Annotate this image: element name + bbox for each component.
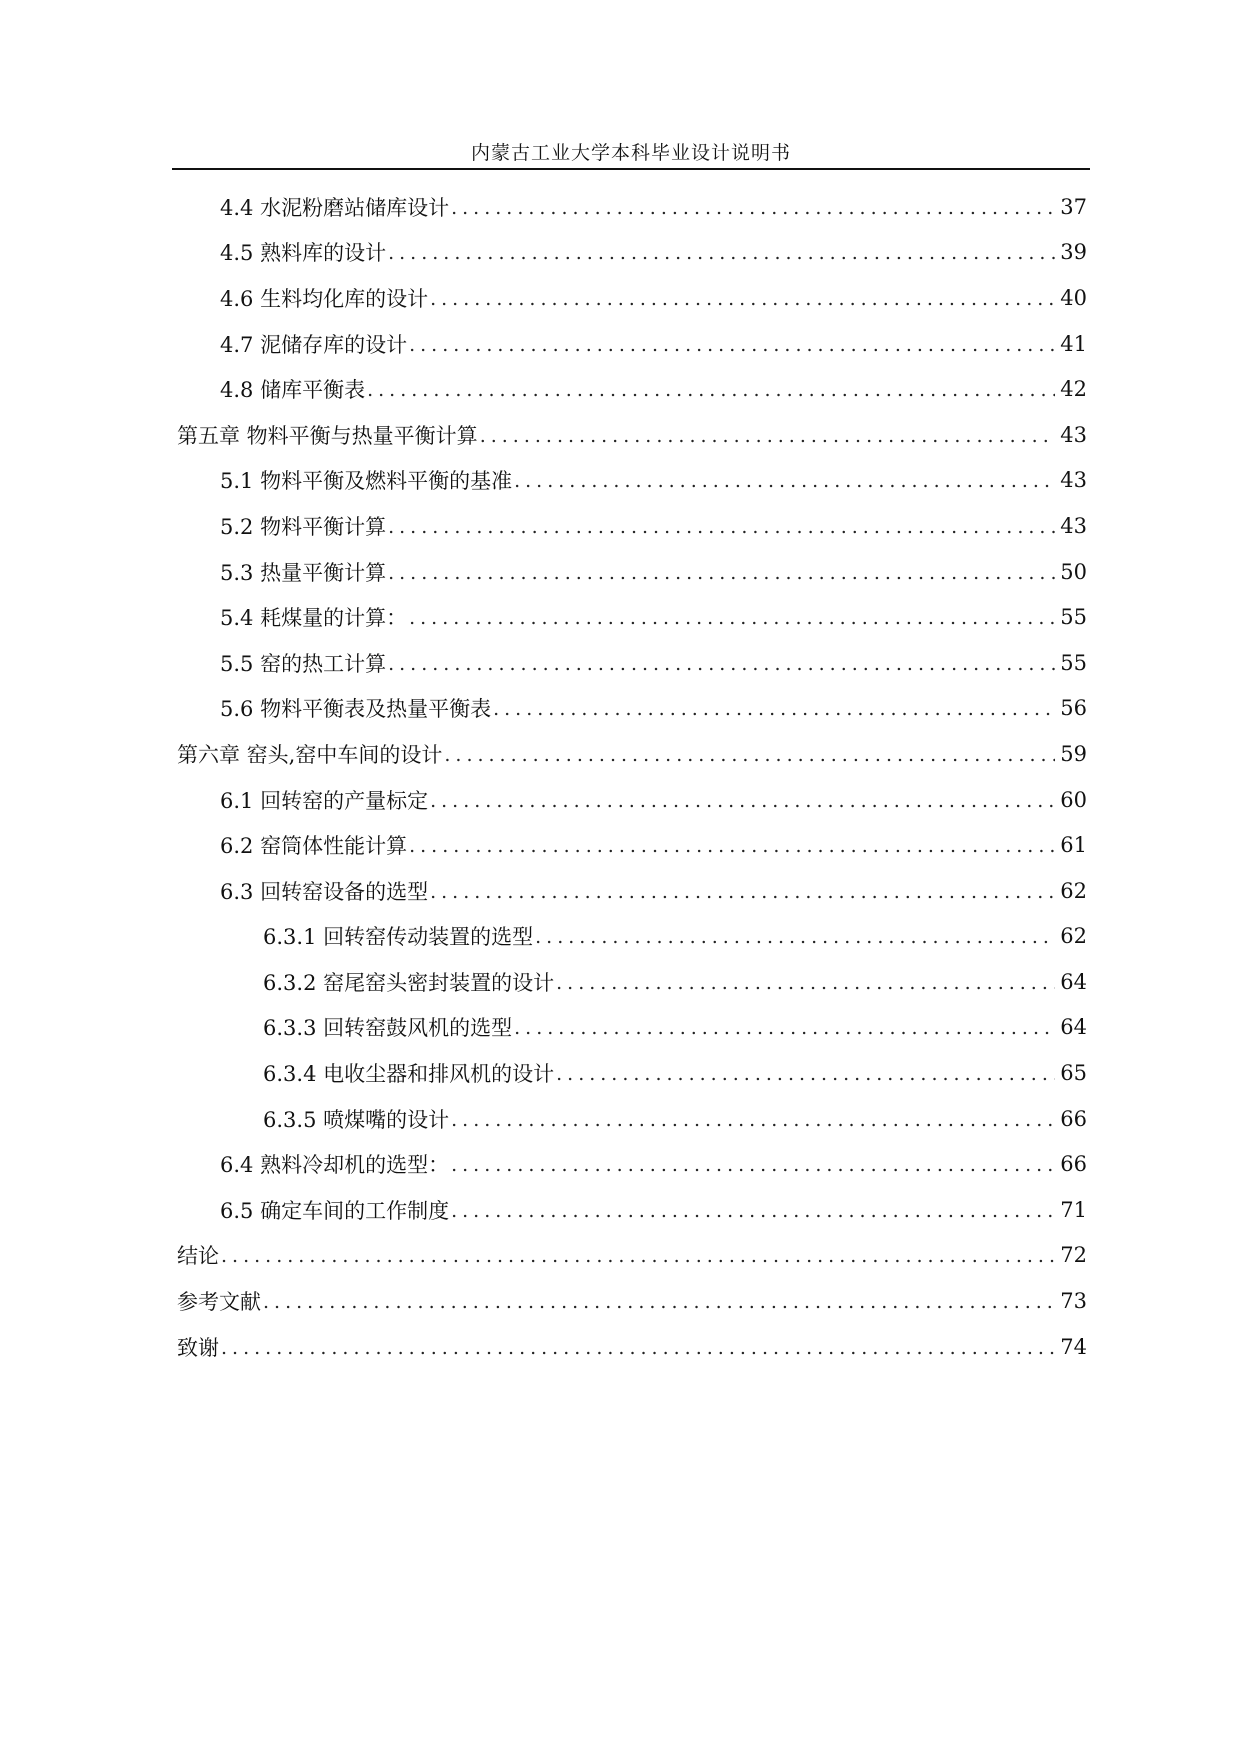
toc-entry-page-number: 66 [1060, 1152, 1087, 1177]
toc-dot-leader [221, 1245, 1055, 1267]
toc-entry[interactable] [177, 640, 1087, 686]
toc-entry[interactable] [177, 412, 1087, 458]
toc-dot-leader [514, 470, 1055, 492]
toc-dot-leader [480, 425, 1055, 447]
toc-dot-leader [409, 835, 1055, 857]
toc-entry-page-number: 60 [1060, 787, 1087, 812]
toc-entry[interactable] [177, 1324, 1087, 1370]
toc-dot-leader [451, 1109, 1055, 1131]
toc-entry-page-number: 59 [1060, 741, 1087, 766]
toc-entry-title: 4.6 生料均化库的设计 [220, 286, 429, 311]
toc-entry-page-number: 72 [1060, 1243, 1087, 1268]
toc-entry-page-number: 41 [1060, 331, 1087, 356]
toc-dot-leader [409, 334, 1055, 356]
toc-entry[interactable] [177, 275, 1087, 321]
toc-entry-title: 5.5 窑的热工计算 [220, 651, 387, 676]
toc-entry-page-number: 43 [1060, 422, 1087, 447]
toc-entry[interactable] [177, 366, 1087, 412]
toc-entry-page-number: 64 [1060, 969, 1087, 994]
toc-entry[interactable] [177, 822, 1087, 868]
toc-entry[interactable] [177, 1096, 1087, 1142]
toc-entry-title: 6.4 熟料冷却机的选型： [220, 1153, 450, 1178]
toc-entry[interactable] [177, 1050, 1087, 1096]
toc-entry-title: 致谢 [177, 1335, 219, 1360]
toc-entry-title: 5.6 物料平衡表及热量平衡表 [220, 697, 492, 722]
toc-entry-title: 6.3 回转窑设备的选型 [220, 879, 429, 904]
toc-entry[interactable] [177, 914, 1087, 960]
toc-entry-title: 4.8 储库平衡表 [220, 378, 366, 403]
toc-entry[interactable] [177, 1233, 1087, 1279]
toc-entry-page-number: 74 [1060, 1334, 1087, 1359]
toc-entry-title: 6.3.1 回转窑传动装置的选型 [263, 925, 534, 950]
toc-entry-page-number: 71 [1060, 1197, 1087, 1222]
toc-entry-page-number: 43 [1060, 513, 1087, 538]
toc-dot-leader [514, 1017, 1055, 1039]
toc-dot-leader [451, 197, 1055, 219]
toc-dot-leader [430, 881, 1055, 903]
toc-entry[interactable] [177, 686, 1087, 732]
toc-entry-page-number: 50 [1060, 559, 1087, 584]
toc-entry[interactable] [177, 503, 1087, 549]
toc-entry-title: 6.1 回转窑的产量标定 [220, 788, 429, 813]
toc-dot-leader [535, 926, 1055, 948]
toc-entry-title: 5.2 物料平衡计算 [220, 514, 387, 539]
toc-entry-page-number: 66 [1060, 1106, 1087, 1131]
toc-entry-title: 第六章 窑头,窑中车间的设计 [177, 742, 443, 767]
toc-entry[interactable] [177, 959, 1087, 1005]
toc-entry-page-number: 40 [1060, 285, 1087, 310]
toc-entry[interactable] [177, 731, 1087, 777]
toc-dot-leader [451, 1154, 1055, 1176]
toc-dot-leader [221, 1337, 1055, 1359]
toc-entry-page-number: 61 [1060, 833, 1087, 858]
toc-dot-leader [556, 972, 1055, 994]
toc-entry[interactable] [177, 1278, 1087, 1324]
toc-dot-leader [451, 1200, 1055, 1222]
toc-entry-title: 6.3.3 回转窑鼓风机的选型 [263, 1016, 513, 1041]
toc-entry-title: 4.4 水泥粉磨站储库设计 [220, 195, 450, 220]
toc-entry-page-number: 55 [1060, 650, 1087, 675]
toc-dot-leader [388, 653, 1055, 675]
toc-dot-leader [444, 744, 1055, 766]
toc-entry[interactable] [177, 777, 1087, 823]
toc-dot-leader [388, 562, 1055, 584]
toc-entry-title: 结论 [177, 1244, 219, 1269]
toc-entry[interactable] [177, 230, 1087, 276]
toc-entry-page-number: 62 [1060, 924, 1087, 949]
toc-entry-page-number: 62 [1060, 878, 1087, 903]
toc-entry[interactable] [177, 1141, 1087, 1187]
toc-dot-leader [430, 790, 1055, 812]
toc-entry[interactable] [177, 184, 1087, 230]
toc-entry-page-number: 64 [1060, 1015, 1087, 1040]
toc-entry-title: 4.7 泥储存库的设计 [220, 332, 408, 357]
toc-entry-title: 5.1 物料平衡及燃料平衡的基准 [220, 469, 513, 494]
toc-entry[interactable] [177, 321, 1087, 367]
toc-entry-title: 第五章 物料平衡与热量平衡计算 [177, 423, 478, 448]
toc-dot-leader [367, 379, 1055, 401]
toc-entry-page-number: 56 [1060, 696, 1087, 721]
toc-dot-leader [388, 242, 1055, 264]
toc-entry[interactable] [177, 549, 1087, 595]
toc-entry-title: 6.3.2 窑尾窑头密封装置的设计 [263, 970, 555, 995]
toc-entry[interactable] [177, 458, 1087, 504]
toc-entry-page-number: 73 [1060, 1289, 1087, 1314]
toc-entry-page-number: 42 [1060, 377, 1087, 402]
toc-entry-title: 5.4 耗煤量的计算： [220, 606, 408, 631]
header-divider [172, 168, 1090, 170]
toc-entry-page-number: 55 [1060, 605, 1087, 630]
toc-entry[interactable] [177, 868, 1087, 914]
toc-entry-page-number: 37 [1060, 194, 1087, 219]
toc-entry-title: 参考文献 [177, 1290, 261, 1315]
toc-entry-title: 6.2 窑筒体性能计算 [220, 834, 408, 859]
toc-entry-page-number: 39 [1060, 240, 1087, 265]
table-of-contents [177, 184, 1087, 1369]
toc-entry-page-number: 43 [1060, 468, 1087, 493]
toc-entry[interactable] [177, 1005, 1087, 1051]
toc-entry[interactable] [177, 1187, 1087, 1233]
toc-entry-title: 5.3 热量平衡计算 [220, 560, 387, 585]
toc-entry-title: 6.3.5 喷煤嘴的设计 [263, 1107, 450, 1132]
page-header: 内蒙古工业大学本科毕业设计说明书 [470, 142, 791, 164]
toc-entry[interactable] [177, 594, 1087, 640]
toc-entry-page-number: 65 [1060, 1061, 1087, 1086]
toc-dot-leader [493, 698, 1055, 720]
toc-entry-title: 6.5 确定车间的工作制度 [220, 1198, 450, 1223]
toc-entry-title: 4.5 熟料库的设计 [220, 241, 387, 266]
toc-dot-leader [430, 288, 1055, 310]
toc-entry-title: 6.3.4 电收尘器和排风机的设计 [263, 1062, 555, 1087]
toc-dot-leader [409, 607, 1055, 629]
toc-dot-leader [556, 1063, 1055, 1085]
toc-dot-leader [388, 516, 1055, 538]
toc-dot-leader [263, 1291, 1055, 1313]
